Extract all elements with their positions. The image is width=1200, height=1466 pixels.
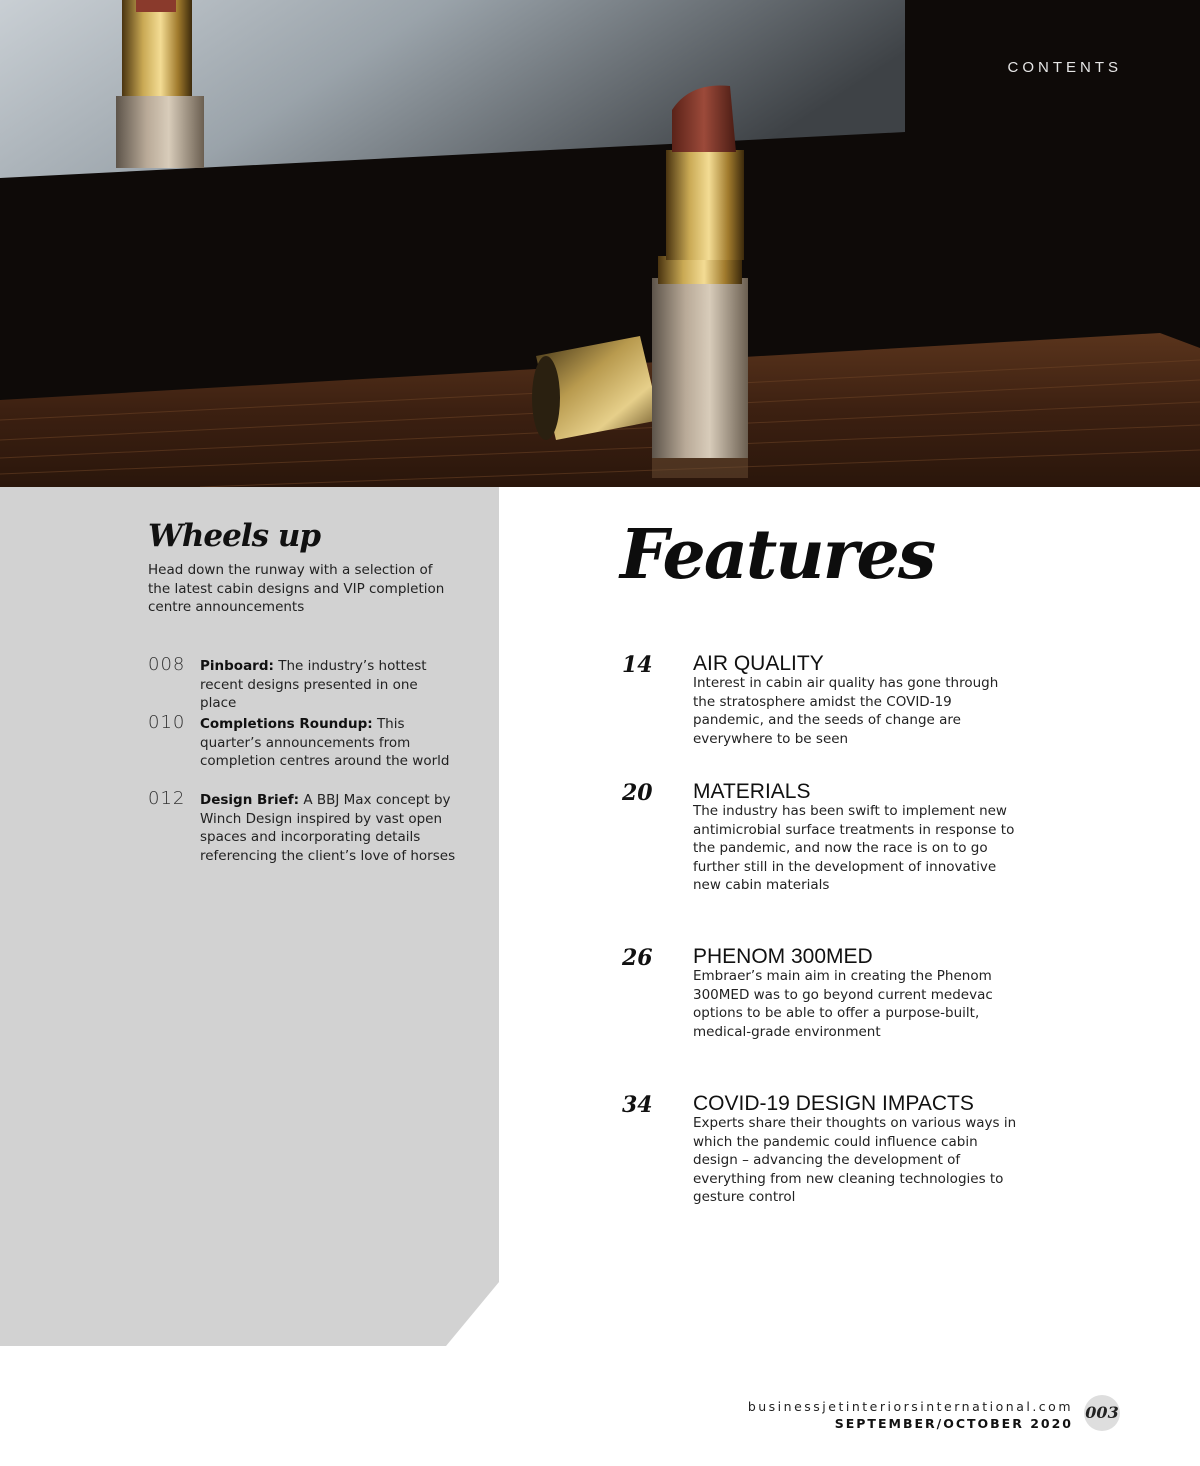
page-number-badge: 003 [1084,1395,1120,1431]
feature-description: The industry has been swift to implement new antimicrobial surface treatments in response to the pandemic, and now the race is on to go further still in the development of innovative new cabin materials [693,803,1015,893]
department-text: A BBJ Max concept by Winch Design inspired by vast open spaces and incorporating details referencing the client’s love of horses [200,792,456,864]
hero-image [0,0,1200,487]
feature-description: Experts share their thoughts on various ways in which the pandemic could influence cabin design – advancing the development of everything from new cleaning technologies to gesture control [693,1115,1017,1205]
feature-heading: COVID-19 DESIGN IMPACTS [693,1092,974,1115]
sidebar-intro: Head down the runway with a selection of the latest cabin designs and VIP completion centre announcements [148,562,445,615]
department-page-number: 012 [148,788,186,809]
feature-heading: PHENOM 300MED [693,945,873,968]
department-label: Completions Roundup: [200,716,373,732]
department-page-number: 010 [148,712,186,733]
website-url[interactable]: businessjetinteriorsinternational.com [747,1399,1073,1414]
feature-heading: MATERIALS [693,780,811,803]
feature-page-number: 34 [622,1092,653,1118]
department-label: Pinboard: [200,658,274,674]
section-label: CONTENTS [1007,59,1122,76]
feature-description: Interest in cabin air quality has gone through the stratosphere amidst the COVID-19 pandemic, and the seeds of change are everywhere to be seen [693,675,999,747]
feature-page-number: 14 [622,652,653,678]
feature-heading: AIR QUALITY [693,652,824,675]
department-text: This quarter’s announcements from completion centres around the world [200,716,450,769]
department-description [200,791,458,865]
feature-page-number: 20 [622,780,653,806]
sidebar-title: Wheels up [148,518,321,554]
department-description [200,657,458,713]
department-label: Design Brief: [200,792,300,808]
feature-page-number: 26 [622,945,653,971]
feature-description: Embraer’s main aim in creating the Phenom 300MED was to go beyond current medevac options to be able to offer a purpose-built, medical-grade environment [693,968,993,1040]
department-description [200,715,458,771]
department-text: The industry’s hottest recent designs presented in one place [200,658,427,711]
features-title: Features [620,515,935,595]
department-page-number: 008 [148,654,186,675]
issue-date: SEPTEMBER/OCTOBER 2020 [834,1416,1073,1431]
